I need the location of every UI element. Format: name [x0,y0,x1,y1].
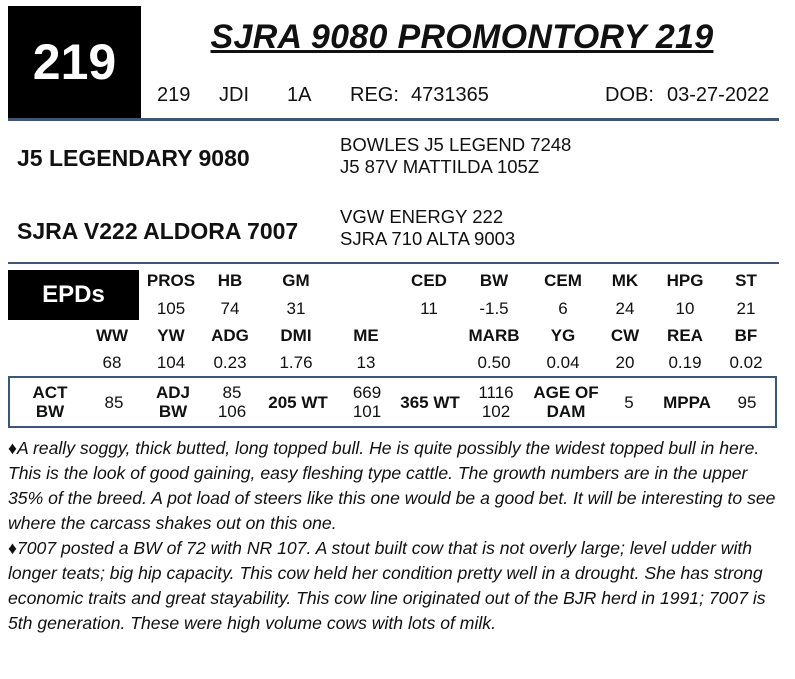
act-bw-label [20,378,80,426]
epd-header-marb: MARB [468,326,520,345]
epd-value-me: 13 [356,353,376,372]
wt205-label [266,378,330,426]
mppa-value [717,378,777,426]
adj-bw-label-line2: BW [158,402,188,421]
age-of-dam-value [599,378,659,426]
owner-code: JDI [219,84,249,106]
epd-header-rea: REA [667,326,703,345]
epd-value-mk: 24 [615,299,635,318]
wt365: 1116 [478,383,514,402]
pedigree-rule [8,262,779,264]
epd-header-dmi: DMI [280,326,312,345]
age-of-dam: 5 [624,392,634,412]
epd-value-bw: -1.5 [479,299,509,318]
epd-header-ww: WW [95,326,129,345]
code: 1A [287,84,312,106]
age-of-dam-label [528,378,604,426]
adj-bw-label [143,378,203,426]
epds-label-box [8,270,139,320]
wt205-value [337,378,397,426]
adj-bw-label-line1: ADJ [155,383,190,402]
mppa: 95 [737,392,757,412]
epd-header-pros: PROS [146,271,196,290]
epd-header-cem: CEM [544,271,582,290]
adj-bw-value [202,378,262,426]
sire-name: J5 LEGENDARY 9080 [17,145,250,171]
sire-parents [340,134,571,178]
epd-header-st: ST [735,271,757,290]
performance-box [8,376,777,428]
reg-number: 4731365 [411,84,489,106]
epd-header-hpg: HPG [666,271,704,290]
age-of-dam-label-line2: DAM [546,402,586,421]
epd-value-bf: 0.02 [729,353,763,372]
epd-value-ced: 11 [420,299,438,318]
epd-header-me: ME [353,326,379,345]
act-bw-label-line1: ACT [32,383,68,402]
lot-number-box [8,6,141,118]
epd-value-pros: 105 [156,299,186,318]
epd-value-dmi: 1.76 [279,353,313,372]
header-rule [8,118,779,121]
mppa-label-text: MPPA [663,392,711,412]
epd-value-adg: 0.23 [213,353,247,372]
epd-value-ww: 68 [102,353,122,372]
act-bw-label-line2: BW [35,402,65,421]
dam-name: SJRA V222 ALDORA 7007 [17,218,299,244]
epd-header-mk: MK [611,271,639,290]
comment-paragraph: ♦A really soggy, thick butted, long topped bull. He is quite possibly the widest topped bull in here. This is the look of good gaining, easy fleshing type cattle. The growth numbers are in the upper 35% of the breed. A pot load of steers like this one would be a good bet. It will be interesting to see where the carcass shakes out on this one. [8,438,776,533]
dob-value: 03-27-2022 [667,84,770,106]
epd-value-gm: 31 [286,299,306,318]
epd-value-yg: 0.04 [546,353,580,372]
lot-number: 219 [32,34,117,90]
age-of-dam-label-line1: AGE OF [533,383,599,402]
adj-bw-ratio: 106 [217,402,247,421]
epd-header-gm: GM [282,271,310,290]
adj-bw: 85 [222,383,242,402]
epds-label: EPDs [42,281,105,308]
act-bw-value [84,378,144,426]
epd-value-cw: 20 [615,353,635,372]
tag-number: 219 [157,84,191,106]
epd-header-bf: BF [734,326,758,345]
epd-header-yw: YW [157,326,185,345]
dam-sire: VGW ENERGY 222 [340,206,504,227]
wt365-label [398,378,462,426]
wt365-label-text: 365 WT [400,392,460,412]
epd-value-hpg: 10 [675,299,695,318]
epd-header-cw: CW [610,326,640,345]
dam-parents [340,206,515,250]
epd-header-bw: BW [479,271,509,290]
dob-label: DOB: [605,84,654,106]
wt205-label-text: 205 WT [268,392,328,412]
reg-label: REG: [350,84,399,106]
epd-value-cem: 6 [558,299,568,318]
epd-value-rea: 0.19 [668,353,702,372]
wt365-value [466,378,526,426]
wt365-ratio: 102 [481,402,511,421]
epd-header-hb: HB [217,271,243,290]
epd-header-yg: YG [550,326,576,345]
comment-paragraph: ♦7007 posted a BW of 72 with NR 107. A stout built cow that is not overly large; level udder with longer teats; big hip capacity. This cow held her condition pretty well in a drought. She has strong economic traits and great stayability. This cow line originated out of the BJR herd in 1991; 7007 is 5th generation. These were high volume cows with lots of milk. [8,538,766,633]
wt205-ratio: 101 [352,402,382,421]
sire-sire: BOWLES J5 LEGEND 7248 [340,134,572,155]
epd-header-adg: ADG [211,326,249,345]
epd-value-marb: 0.50 [477,353,511,372]
epd-value-yw: 104 [156,353,186,372]
epd-value-st: 21 [736,299,756,318]
comments [8,436,783,636]
act-bw: 85 [104,392,124,412]
wt205: 669 [352,383,382,402]
sire-dam: J5 87V MATTILDA 105Z [340,156,540,177]
epd-value-hb: 74 [220,299,240,318]
animal-name: SJRA 9080 PROMONTORY 219 [210,18,714,56]
epd-header-ced: CED [411,271,447,290]
mppa-label [657,378,717,426]
dam-dam: SJRA 710 ALTA 9003 [340,228,516,249]
